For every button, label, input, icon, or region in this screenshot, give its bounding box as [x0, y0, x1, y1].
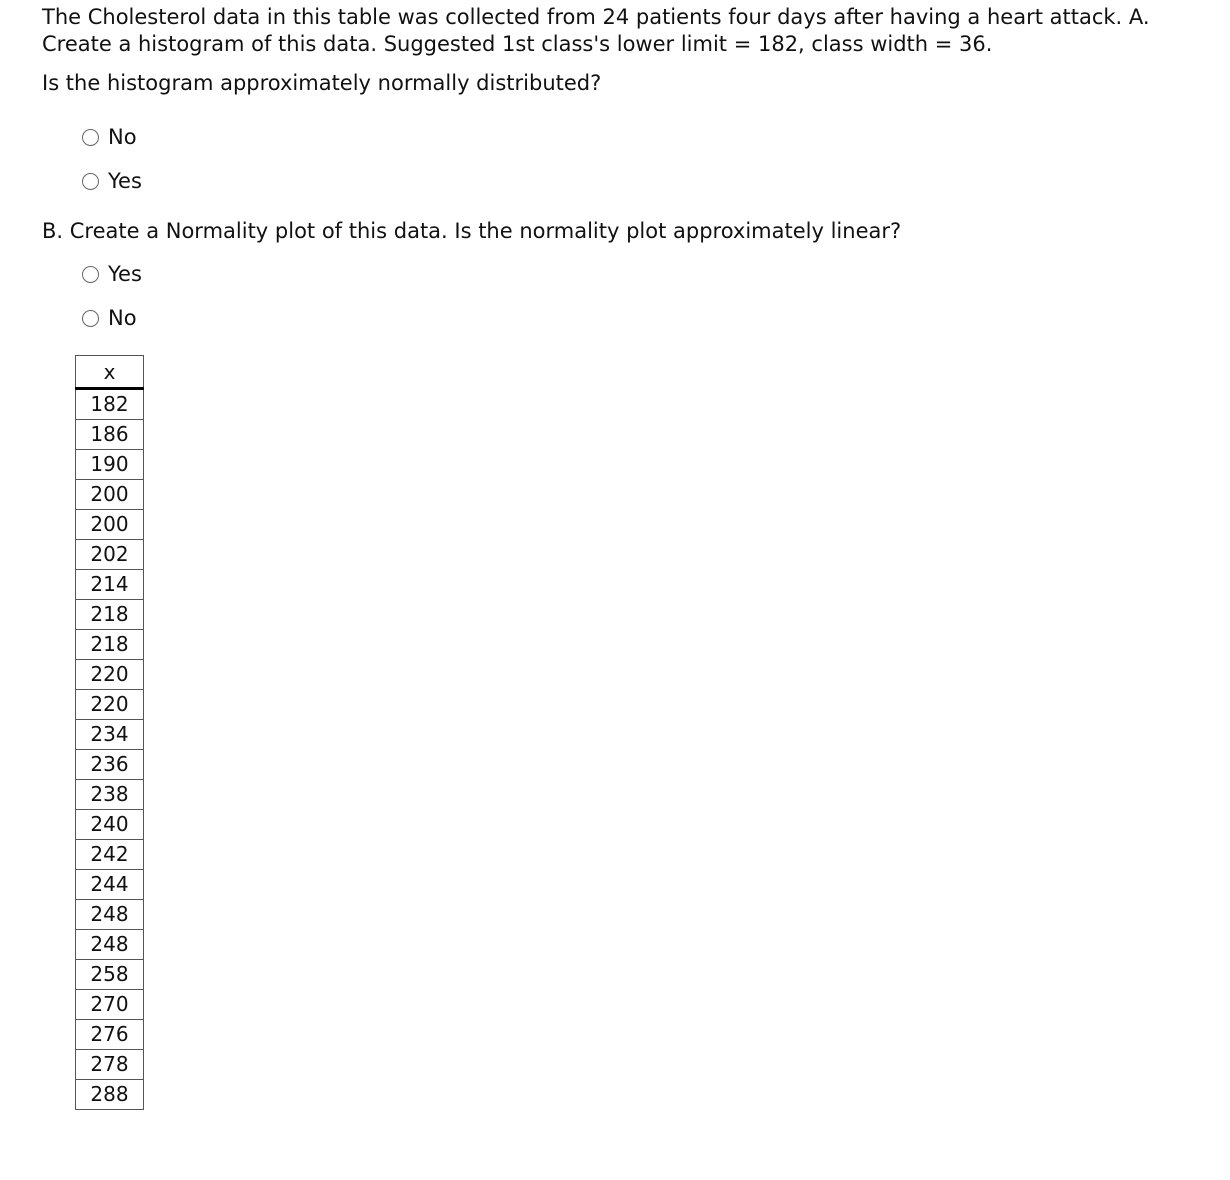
table-row [76, 900, 144, 930]
table-row [76, 840, 144, 870]
table-row [76, 750, 144, 780]
table-row [76, 810, 144, 840]
table-row [76, 930, 144, 960]
table-cell: 288 [76, 1080, 144, 1110]
table-row [76, 870, 144, 900]
table-row [76, 720, 144, 750]
option-label: Yes [108, 262, 142, 286]
table-cell: 236 [76, 750, 144, 780]
table-row [76, 510, 144, 540]
table-row [76, 420, 144, 450]
option-label: No [108, 125, 137, 149]
option-label: Yes [108, 169, 142, 193]
table-cell: 220 [76, 660, 144, 690]
table-cell: 238 [76, 780, 144, 810]
table-row [76, 690, 144, 720]
table-cell: 234 [76, 720, 144, 750]
table-cell: 202 [76, 540, 144, 570]
part-a-option-yes[interactable] [82, 169, 142, 193]
question-intro [42, 4, 1182, 58]
table-row [76, 600, 144, 630]
table-cell: 182 [76, 389, 144, 420]
radio-button-icon[interactable] [82, 266, 99, 283]
table-row [76, 780, 144, 810]
option-label: No [108, 306, 137, 330]
part-b-option-yes[interactable] [82, 262, 142, 286]
table-cell: 190 [76, 450, 144, 480]
table-row [76, 450, 144, 480]
question-intro-line-1: The Cholesterol data in this table was collected from 24 patients four days after having a heart attack. A. [42, 5, 1150, 29]
table-row [76, 1080, 144, 1110]
part-a-prompt: Is the histogram approximately normally distributed? [42, 71, 602, 95]
table-cell: 248 [76, 900, 144, 930]
table-cell: 240 [76, 810, 144, 840]
table-cell: 220 [76, 690, 144, 720]
table-cell: 200 [76, 510, 144, 540]
table-cell: 218 [76, 630, 144, 660]
table-row [76, 990, 144, 1020]
table-cell: 248 [76, 930, 144, 960]
table-row [76, 960, 144, 990]
radio-button-icon[interactable] [82, 310, 99, 327]
table-row [76, 630, 144, 660]
table-row [76, 1050, 144, 1080]
table-cell: 276 [76, 1020, 144, 1050]
question-intro-line-2: Create a histogram of this data. Suggested 1st class's lower limit = 182, class width = 36. [42, 32, 993, 56]
table-cell: 242 [76, 840, 144, 870]
column-header-x: x [76, 356, 144, 389]
table-cell: 244 [76, 870, 144, 900]
table-header-row [76, 356, 144, 389]
table-cell: 218 [76, 600, 144, 630]
table-cell: 270 [76, 990, 144, 1020]
table-row [76, 540, 144, 570]
table-row [76, 660, 144, 690]
part-b-prompt: B. Create a Normality plot of this data. Is the normality plot approximately linear? [42, 219, 902, 243]
table-cell: 258 [76, 960, 144, 990]
radio-button-icon[interactable] [82, 173, 99, 190]
table-row [76, 480, 144, 510]
part-a-option-no[interactable] [82, 125, 137, 149]
table-cell: 200 [76, 480, 144, 510]
table-row [76, 389, 144, 420]
cholesterol-data-table [75, 355, 144, 1110]
table-cell: 214 [76, 570, 144, 600]
radio-button-icon[interactable] [82, 129, 99, 146]
table-row [76, 570, 144, 600]
table-cell: 278 [76, 1050, 144, 1080]
table-row [76, 1020, 144, 1050]
table-cell: 186 [76, 420, 144, 450]
part-b-option-no[interactable] [82, 306, 137, 330]
